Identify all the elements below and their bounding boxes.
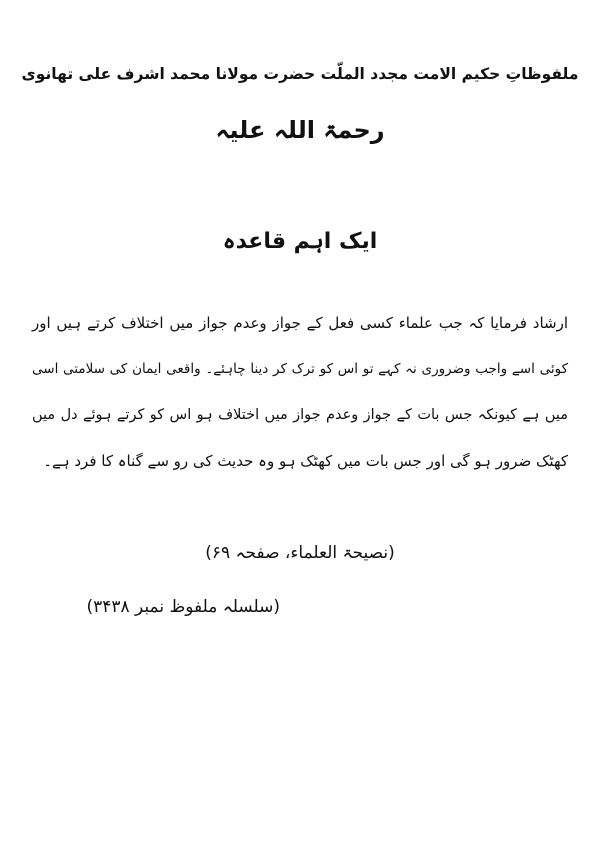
document-title: ملفوظاتِ حکیم الامت مجدد الملّت حضرت مولانا محمد اشرف علی تھانوی (21, 65, 579, 83)
body-text-line: میں ہے کیونکہ جس بات کے جواز وعدم جواز میں اختلاف ہو اس کو کرتے ہوئے دل میں (32, 407, 568, 423)
series-number: (سلسلہ ملفوظ نمبر ۳۴۳۸) (86, 597, 280, 617)
source-reference: (نصیحۃ العلماء، صفحہ ۶۹) (205, 543, 395, 563)
body-text-line: کوئی اسے واجب وضروری نہ کہے تو اس کو ترک کر دینا چاہئے۔ واقعی ایمان کی سلامتی اسی (32, 361, 568, 377)
document-title-honorific: رحمۃ اللہ علیہ (215, 116, 385, 144)
body-text-line: ارشاد فرمایا کہ جب علماء کسی فعل کے جواز وعدم جواز میں اختلاف کرتے ہیں اور (32, 314, 568, 332)
section-heading: ایک اہم قاعدہ (222, 229, 378, 254)
body-text-line: کھٹک ضرور ہو گی اور جس بات میں کھٹک ہو وہ حدیث کی رو سے گناہ کا فرد ہے۔ (43, 452, 568, 470)
